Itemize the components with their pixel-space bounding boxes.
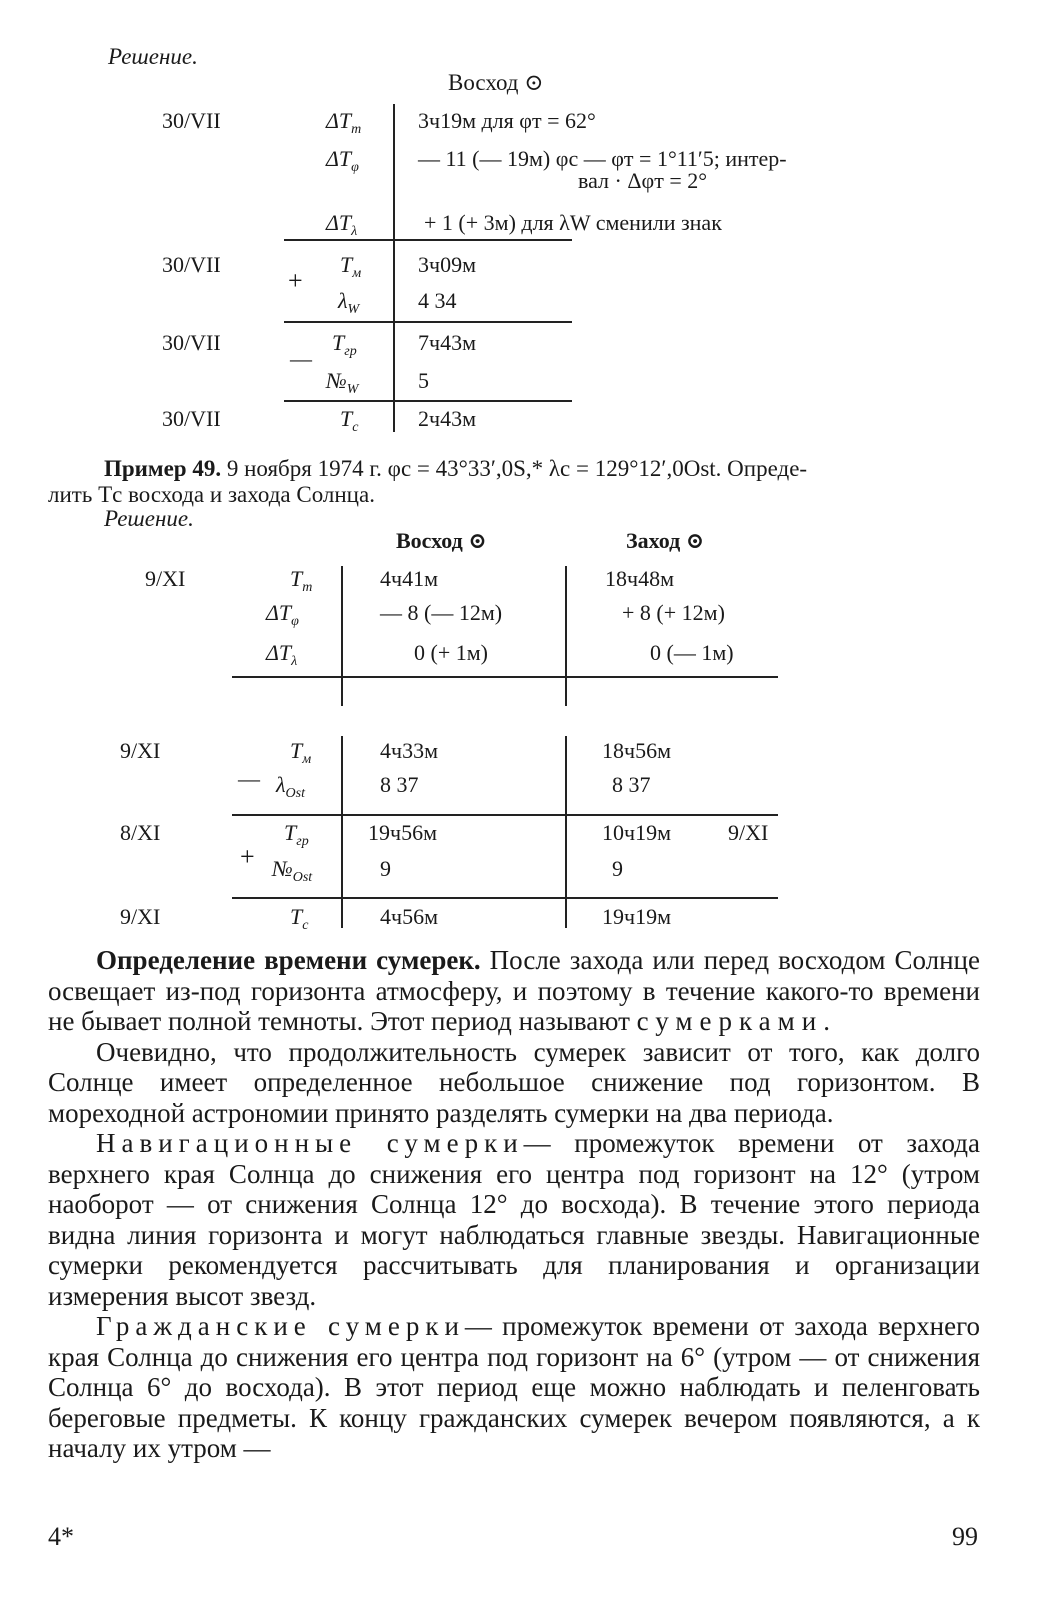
row-value: 5 bbox=[418, 368, 429, 393]
operator-plus: + bbox=[288, 266, 303, 295]
operator-minus: — bbox=[290, 346, 312, 371]
sunrise-value: 8 37 bbox=[380, 772, 419, 797]
date-cell: 9/XI bbox=[145, 566, 186, 591]
row-value: 4 34 bbox=[418, 288, 457, 313]
horizontal-rule bbox=[232, 814, 778, 816]
date-cell: 30/VII bbox=[162, 406, 221, 431]
row-label: $\lambda_W$ bbox=[338, 288, 360, 317]
date-cell: 30/VII bbox=[162, 252, 221, 277]
paragraph-navigational-twilight: Навигационные сумерки— промежуток времени от захода верхнего края Солнца до снижения его центра под горизонт на 12° (утром наоборот — от снижения Солнца 12° до восхода). В течение этого периода видна линия горизонта и могут наблюдаться главные звезды. Навигационные сумерки рекомендуется рассчитывать для планирования и организации измерения высот звезд. bbox=[48, 1128, 980, 1311]
row-value: 2ч43м bbox=[418, 406, 476, 431]
vertical-divider bbox=[341, 736, 343, 928]
row-label: $T_м$ bbox=[340, 252, 362, 281]
date-cell: 8/XI bbox=[120, 820, 161, 845]
sunrise-value: 4ч41м bbox=[380, 566, 438, 591]
paragraph-civil-twilight: Гражданские сумерки— промежуток времени от захода верхнего края Солнца до снижения его центра под горизонт на 6° (утром — от снижения Солнца 6° до восхода). В этот период еще можно наблюдать и пеленговать береговые предметы. К концу гражданских сумерек вечером появляются, а к началу их утром — bbox=[48, 1311, 980, 1463]
row-label: $\lambda_{Ost}$ bbox=[276, 772, 305, 801]
sunset-value: 8 37 bbox=[612, 772, 651, 797]
row-label: $T_м$ bbox=[290, 738, 312, 767]
row-label: $\Delta T_\varphi$ bbox=[266, 600, 299, 629]
sunrise-value: 19ч56м bbox=[368, 820, 437, 845]
date-cell: 30/VII bbox=[162, 330, 221, 355]
horizontal-rule bbox=[232, 897, 778, 899]
section-heading: Определение времени сумерек. bbox=[96, 945, 481, 975]
spaced-term: сумерками. bbox=[636, 1006, 837, 1036]
date-cell: 9/XI bbox=[120, 738, 161, 763]
row-label: $\Delta T_\lambda$ bbox=[266, 640, 298, 669]
column-header-sunset: Заход ⊙ bbox=[626, 528, 705, 553]
solution-label: Решение. bbox=[104, 506, 194, 531]
row-label: $T_с$ bbox=[290, 904, 309, 933]
page-number: 99 bbox=[952, 1522, 978, 1551]
row-label: $№_{Ost}$ bbox=[272, 856, 313, 885]
horizontal-rule bbox=[232, 676, 778, 678]
signature-mark: 4* bbox=[48, 1522, 74, 1551]
sunset-value: + 8 (+ 12м) bbox=[622, 600, 725, 625]
date-cell: 9/XI bbox=[728, 820, 769, 845]
sunrise-value: — 8 (— 12м) bbox=[380, 600, 503, 625]
row-value-continued: вал · Δφт = 2° bbox=[578, 168, 708, 193]
sunset-value: 0 (— 1м) bbox=[650, 640, 734, 665]
row-label: $\Delta T_\varphi$ bbox=[326, 146, 359, 175]
horizontal-rule bbox=[284, 321, 572, 323]
sunset-value: 9 bbox=[612, 856, 623, 881]
sunset-value: 10ч19м bbox=[602, 820, 671, 845]
example-49-line1: Пример 49. 9 ноября 1974 г. φс = 43°33′,0S,* λс = 129°12′,0Ost. Опреде- bbox=[104, 456, 808, 481]
solution-label: Решение. bbox=[108, 44, 198, 69]
row-label: $\Delta T_т$ bbox=[326, 108, 362, 137]
row-value: 3ч09м bbox=[418, 252, 476, 277]
body-text bbox=[48, 945, 980, 1464]
paragraph-twilight-intro: Определение времени сумерек. После захода или перед восходом Солнце освещает из-под горизонта атмосферу, и поэтому в течение какого-то времени не бывает полной темноты. Этот период называют сумерками. bbox=[48, 945, 980, 1036]
sunrise-value: 0 (+ 1м) bbox=[414, 640, 488, 665]
operator-minus: — bbox=[238, 766, 260, 791]
vertical-divider bbox=[565, 736, 567, 928]
sunset-value: 18ч56м bbox=[602, 738, 671, 763]
sunset-value: 19ч19м bbox=[602, 904, 671, 929]
column-header-sunrise: Восход ⊙ bbox=[396, 528, 487, 553]
date-cell: 9/XI bbox=[120, 904, 161, 929]
column-header-sunrise: Восход ⊙ bbox=[448, 70, 544, 95]
row-label: $T_{гр}$ bbox=[332, 330, 357, 359]
spaced-term: Навигационные сумерки bbox=[96, 1128, 524, 1158]
row-value: + 1 (+ 3м) для λW сменили знак bbox=[424, 210, 722, 235]
row-label: $T_{гр}$ bbox=[284, 820, 309, 849]
date-cell: 30/VII bbox=[162, 108, 221, 133]
spaced-term: Гражданские сумерки bbox=[96, 1311, 465, 1341]
vertical-divider bbox=[393, 104, 395, 432]
sunset-value: 18ч48м bbox=[605, 566, 674, 591]
sunrise-value: 4ч33м bbox=[380, 738, 438, 763]
vertical-divider bbox=[565, 566, 567, 706]
vertical-divider bbox=[341, 566, 343, 706]
row-label: $T_т$ bbox=[290, 566, 313, 595]
paragraph: Очевидно, что продолжительность сумерек зависит от того, как долго Солнце имеет определенное небольшое снижение под горизонтом. В мореходной астрономии принято разделять сумерки на два периода. bbox=[48, 1036, 980, 1128]
row-label: $\Delta T_\lambda$ bbox=[326, 210, 358, 239]
row-value: 7ч43м bbox=[418, 330, 476, 355]
row-label: $№_W$ bbox=[326, 368, 359, 397]
row-value: 3ч19м для φт = 62° bbox=[418, 108, 596, 133]
sunrise-value: 4ч56м bbox=[380, 904, 438, 929]
example-49-line2: лить Tс восхода и захода Солнца. bbox=[48, 482, 375, 507]
operator-plus: + bbox=[240, 842, 255, 871]
row-value: — 11 (— 19м) φс — φт = 1°11′5; интер- bbox=[418, 146, 787, 171]
sunrise-value: 9 bbox=[380, 856, 391, 881]
row-label: $T_с$ bbox=[340, 406, 359, 435]
